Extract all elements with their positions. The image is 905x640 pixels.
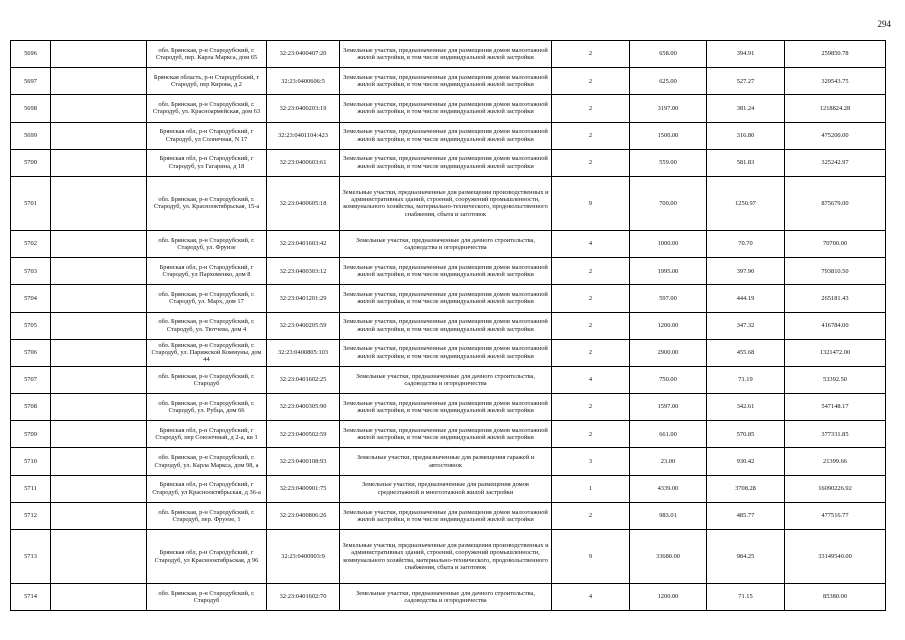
permitted-use-cell: Земельные участки, предназначенные для дачного строительства, садоводства и огородничества	[340, 584, 552, 611]
empty-cell	[51, 95, 147, 122]
use-group-cell: 2	[552, 41, 630, 68]
specific-value-cell: 984.25	[707, 530, 785, 584]
use-group-cell: 2	[552, 95, 630, 122]
area-cell: 559.00	[630, 149, 707, 176]
address-cell: Брянская обл, р-н Стародубский, г Стародуб, ул Пархоменко, дом 8	[147, 258, 267, 285]
table-row	[11, 122, 886, 149]
specific-value-cell: 1250.97	[707, 176, 785, 230]
address-cell: Брянская обл, р-н Стародубский, г Стародуб, ул Краснооктябрьская, д 96	[147, 530, 267, 584]
row-number-cell: 5701	[11, 176, 51, 230]
table-row	[11, 366, 886, 393]
permitted-use-cell: Земельные участки, предназначенные для размещения гаражей и автостоянок	[340, 448, 552, 475]
specific-value-cell: 930.42	[707, 448, 785, 475]
cadastral-value-cell: 329543.75	[785, 68, 886, 95]
address-cell: Брянская обл, р-н Стародубский, г Стародуб, ул Гагарина, д 18	[147, 149, 267, 176]
cadastral-number-cell: 32:23:0400502:59	[267, 421, 340, 448]
cadastral-number-cell: 32:23:0400305:90	[267, 394, 340, 421]
row-number-cell: 5712	[11, 502, 51, 529]
area-cell: 700.00	[630, 176, 707, 230]
use-group-cell: 9	[552, 176, 630, 230]
cadastral-number-cell: 32:23:0400108:93	[267, 448, 340, 475]
empty-cell	[51, 339, 147, 366]
table-row	[11, 258, 886, 285]
cadastral-value-table	[10, 40, 886, 611]
specific-value-cell: 71.15	[707, 584, 785, 611]
address-cell: обл. Брянская, р-н Стародубский, г. Стародуб	[147, 366, 267, 393]
table-row	[11, 176, 886, 230]
permitted-use-cell: Земельные участки, предназначенные для размещения производственных и административных зданий, строений, сооружений промышленности, коммунального хозяйства, материально-технического, продовольственного снабжения, сбыта и заготовок	[340, 530, 552, 584]
cadastral-number-cell: 32:23:0401104:423	[267, 122, 340, 149]
cadastral-value-cell: 477516.77	[785, 502, 886, 529]
area-cell: 23.00	[630, 448, 707, 475]
specific-value-cell: 381.24	[707, 95, 785, 122]
row-number-cell: 5708	[11, 394, 51, 421]
address-cell: обл. Брянская, р-н Стародубский, г. Стародуб, ул. Тютчева, дом 4	[147, 312, 267, 339]
area-cell: 1597.00	[630, 394, 707, 421]
permitted-use-cell: Земельные участки, предназначенные для размещения домов малоэтажной жилой застройки, в том числе индивидуальной жилой застройки	[340, 258, 552, 285]
table-row	[11, 149, 886, 176]
area-cell: 1000.00	[630, 230, 707, 257]
use-group-cell: 1	[552, 475, 630, 502]
permitted-use-cell: Земельные участки, предназначенные для размещения производственных и административных зданий, строений, сооружений промышленности, коммунального хозяйства, материально-технического, продовольственного снабжения, сбыта и заготовок	[340, 176, 552, 230]
table-row	[11, 530, 886, 584]
row-number-cell: 5709	[11, 421, 51, 448]
permitted-use-cell: Земельные участки, предназначенные для размещения домов среднеэтажной и многоэтажной жилой застройки	[340, 475, 552, 502]
use-group-cell: 2	[552, 149, 630, 176]
specific-value-cell: 70.70	[707, 230, 785, 257]
use-group-cell: 2	[552, 339, 630, 366]
empty-cell	[51, 530, 147, 584]
cadastral-value-cell: 70700.00	[785, 230, 886, 257]
row-number-cell: 5697	[11, 68, 51, 95]
cadastral-number-cell: 32:23:0400203:19	[267, 95, 340, 122]
area-cell: 2900.00	[630, 339, 707, 366]
empty-cell	[51, 285, 147, 312]
row-number-cell: 5710	[11, 448, 51, 475]
cadastral-value-cell: 875679.00	[785, 176, 886, 230]
use-group-cell: 3	[552, 448, 630, 475]
use-group-cell: 2	[552, 421, 630, 448]
cadastral-value-cell: 33149540.00	[785, 530, 886, 584]
cadastral-number-cell: 32:23:0400805:103	[267, 339, 340, 366]
empty-cell	[51, 448, 147, 475]
use-group-cell: 4	[552, 230, 630, 257]
empty-cell	[51, 149, 147, 176]
area-cell: 3197.00	[630, 95, 707, 122]
address-cell: обл. Брянская, р-н Стародубский, г. Стародуб, ул. Краснооктябрьская, 15-а	[147, 176, 267, 230]
cadastral-number-cell: 32:23:0401602:70	[267, 584, 340, 611]
specific-value-cell: 342.61	[707, 394, 785, 421]
specific-value-cell: 581.83	[707, 149, 785, 176]
permitted-use-cell: Земельные участки, предназначенные для размещения домов малоэтажной жилой застройки, в том числе индивидуальной жилой застройки	[340, 41, 552, 68]
table-row	[11, 421, 886, 448]
permitted-use-cell: Земельные участки, предназначенные для дачного строительства, садоводства и огородничества	[340, 366, 552, 393]
table-row	[11, 339, 886, 366]
address-cell: обл. Брянская, р-н Стародубский, г. Стародуб, ул. Красноармейская, дом 63	[147, 95, 267, 122]
table-row	[11, 584, 886, 611]
cadastral-value-cell: 16090226.92	[785, 475, 886, 502]
empty-cell	[51, 475, 147, 502]
use-group-cell: 2	[552, 68, 630, 95]
specific-value-cell: 455.68	[707, 339, 785, 366]
cadastral-value-cell: 21399.66	[785, 448, 886, 475]
cadastral-number-cell: 32:23:0400605:18	[267, 176, 340, 230]
table-row	[11, 475, 886, 502]
area-cell: 33680.00	[630, 530, 707, 584]
specific-value-cell: 485.77	[707, 502, 785, 529]
empty-cell	[51, 502, 147, 529]
permitted-use-cell: Земельные участки, предназначенные для размещения домов малоэтажной жилой застройки, в том числе индивидуальной жилой застройки	[340, 285, 552, 312]
cadastral-number-cell: 32:23:0400407:20	[267, 41, 340, 68]
area-cell: 661.00	[630, 421, 707, 448]
cadastral-value-cell: 53392.50	[785, 366, 886, 393]
empty-cell	[51, 176, 147, 230]
use-group-cell: 2	[552, 122, 630, 149]
empty-cell	[51, 68, 147, 95]
permitted-use-cell: Земельные участки, предназначенные для размещения домов малоэтажной жилой застройки, в том числе индивидуальной жилой застройки	[340, 68, 552, 95]
table-row	[11, 394, 886, 421]
use-group-cell: 2	[552, 285, 630, 312]
address-cell: обл. Брянская, р-н Стародубский, г. Стародуб, пер. Фрунзе, 1	[147, 502, 267, 529]
cadastral-number-cell: 32:23:0400901:75	[267, 475, 340, 502]
cadastral-value-cell: 85380.00	[785, 584, 886, 611]
area-cell: 4339.00	[630, 475, 707, 502]
cadastral-number-cell: 32:23:0400606:5	[267, 68, 340, 95]
specific-value-cell: 347.32	[707, 312, 785, 339]
use-group-cell: 2	[552, 258, 630, 285]
permitted-use-cell: Земельные участки, предназначенные для дачного строительства, садоводства и огородничества	[340, 230, 552, 257]
row-number-cell: 5713	[11, 530, 51, 584]
cadastral-number-cell: 32:23:0400806:26	[267, 502, 340, 529]
use-group-cell: 2	[552, 502, 630, 529]
cadastral-number-cell: 32:23:0400903:9	[267, 530, 340, 584]
empty-cell	[51, 394, 147, 421]
row-number-cell: 5696	[11, 41, 51, 68]
cadastral-value-cell: 475200.00	[785, 122, 886, 149]
empty-cell	[51, 122, 147, 149]
cadastral-value-cell: 547148.17	[785, 394, 886, 421]
specific-value-cell: 527.27	[707, 68, 785, 95]
address-cell: обл. Брянская, р-н Стародубский, г. Стародуб, ул. Карла Маркса, дом 98, а	[147, 448, 267, 475]
address-cell: обл. Брянская, р-н Стародубский, г. Стародуб, ул. Парижской Коммуны, дом 44	[147, 339, 267, 366]
permitted-use-cell: Земельные участки, предназначенные для размещения домов малоэтажной жилой застройки, в том числе индивидуальной жилой застройки	[340, 421, 552, 448]
table-row	[11, 95, 886, 122]
empty-cell	[51, 584, 147, 611]
cadastral-value-cell: 1321472.00	[785, 339, 886, 366]
permitted-use-cell: Земельные участки, предназначенные для размещения домов малоэтажной жилой застройки, в том числе индивидуальной жилой застройки	[340, 149, 552, 176]
cadastral-value-cell: 259850.78	[785, 41, 886, 68]
cadastral-value-cell: 325242.97	[785, 149, 886, 176]
cadastral-number-cell: 32:23:0400205:59	[267, 312, 340, 339]
cadastral-value-cell: 1218824.28	[785, 95, 886, 122]
permitted-use-cell: Земельные участки, предназначенные для размещения домов малоэтажной жилой застройки, в том числе индивидуальной жилой застройки	[340, 122, 552, 149]
empty-cell	[51, 312, 147, 339]
use-group-cell: 2	[552, 312, 630, 339]
row-number-cell: 5705	[11, 312, 51, 339]
table-row	[11, 448, 886, 475]
area-cell: 658.00	[630, 41, 707, 68]
address-cell: обл. Брянская, р-н Стародубский, г. Стародуб, ул. Фрунзе	[147, 230, 267, 257]
area-cell: 625.00	[630, 68, 707, 95]
cadastral-number-cell: 32:23:0400303:12	[267, 258, 340, 285]
page-number: 294	[877, 19, 891, 29]
area-cell: 1200.00	[630, 312, 707, 339]
row-number-cell: 5698	[11, 95, 51, 122]
address-cell: обл. Брянская, р-н Стародубский, г. Стародуб, пер. Карла Маркса, дом 65	[147, 41, 267, 68]
area-cell: 1200.00	[630, 584, 707, 611]
cadastral-number-cell: 32:23:0401201:29	[267, 285, 340, 312]
address-cell: Брянская обл, р-н Стародубский, г Стародуб, пер Союзочный, д 2-а, кв 1	[147, 421, 267, 448]
cadastral-value-cell: 793810.50	[785, 258, 886, 285]
cadastral-number-cell: 32:23:0400603:61	[267, 149, 340, 176]
empty-cell	[51, 41, 147, 68]
table-row	[11, 502, 886, 529]
table-row	[11, 230, 886, 257]
table-row	[11, 41, 886, 68]
cadastral-value-cell: 416784.00	[785, 312, 886, 339]
use-group-cell: 4	[552, 366, 630, 393]
address-cell: Брянская обл, р-н Стародубский, г Стародуб, ул Краснооктябрьская, д 36-а	[147, 475, 267, 502]
permitted-use-cell: Земельные участки, предназначенные для размещения домов малоэтажной жилой застройки, в том числе индивидуальной жилой застройки	[340, 95, 552, 122]
address-cell: Брянская обл, р-н Стародубский, г Стародуб, ул Солнечная, N 17	[147, 122, 267, 149]
address-cell: обл. Брянская, р-н Стародубский, г. Стародуб, ул. Рубца, дом 66	[147, 394, 267, 421]
specific-value-cell: 444.19	[707, 285, 785, 312]
use-group-cell: 4	[552, 584, 630, 611]
area-cell: 597.00	[630, 285, 707, 312]
permitted-use-cell: Земельные участки, предназначенные для размещения домов малоэтажной жилой застройки, в том числе индивидуальной жилой застройки	[340, 339, 552, 366]
empty-cell	[51, 366, 147, 393]
area-cell: 750.00	[630, 366, 707, 393]
table-row	[11, 285, 886, 312]
specific-value-cell: 397.90	[707, 258, 785, 285]
address-cell: Брянская область, р-н Стародубский, г Стародуб, пер Кирова, д 2	[147, 68, 267, 95]
permitted-use-cell: Земельные участки, предназначенные для размещения домов малоэтажной жилой застройки, в том числе индивидуальной жилой застройки	[340, 502, 552, 529]
row-number-cell: 5699	[11, 122, 51, 149]
row-number-cell: 5714	[11, 584, 51, 611]
table-body	[11, 41, 886, 611]
empty-cell	[51, 258, 147, 285]
row-number-cell: 5700	[11, 149, 51, 176]
use-group-cell: 9	[552, 530, 630, 584]
area-cell: 1995.00	[630, 258, 707, 285]
row-number-cell: 5706	[11, 339, 51, 366]
address-cell: обл. Брянская, р-н Стародубский, г. Стародуб	[147, 584, 267, 611]
address-cell: обл. Брянская, р-н Стародубский, г. Стародуб, ул. Марх, дом 17	[147, 285, 267, 312]
area-cell: 1500.00	[630, 122, 707, 149]
row-number-cell: 5707	[11, 366, 51, 393]
empty-cell	[51, 421, 147, 448]
row-number-cell: 5711	[11, 475, 51, 502]
permitted-use-cell: Земельные участки, предназначенные для размещения домов малоэтажной жилой застройки, в том числе индивидуальной жилой застройки	[340, 394, 552, 421]
specific-value-cell: 316.80	[707, 122, 785, 149]
area-cell: 983.01	[630, 502, 707, 529]
cadastral-value-cell: 377331.85	[785, 421, 886, 448]
specific-value-cell: 394.91	[707, 41, 785, 68]
specific-value-cell: 71.19	[707, 366, 785, 393]
row-number-cell: 5702	[11, 230, 51, 257]
cadastral-number-cell: 32:23:0401602:25	[267, 366, 340, 393]
table-row	[11, 68, 886, 95]
row-number-cell: 5704	[11, 285, 51, 312]
cadastral-number-cell: 32:23:0401603:42	[267, 230, 340, 257]
specific-value-cell: 570.85	[707, 421, 785, 448]
permitted-use-cell: Земельные участки, предназначенные для размещения домов малоэтажной жилой застройки, в том числе индивидуальной жилой застройки	[340, 312, 552, 339]
specific-value-cell: 3708.28	[707, 475, 785, 502]
cadastral-value-cell: 265181.43	[785, 285, 886, 312]
row-number-cell: 5703	[11, 258, 51, 285]
empty-cell	[51, 230, 147, 257]
table-row	[11, 312, 886, 339]
use-group-cell: 2	[552, 394, 630, 421]
